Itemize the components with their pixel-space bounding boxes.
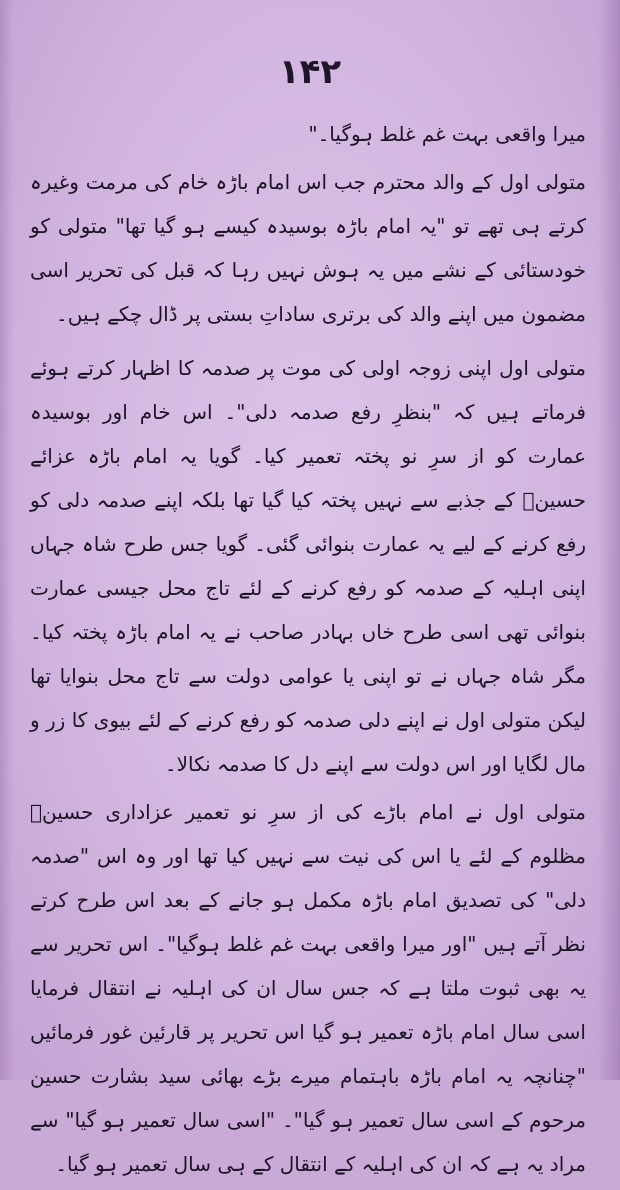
paragraph-wife-grief: متولی اول اپنی زوجہ اولی کی موت پر صدمہ کا اظہار کرتے ہوئے فرماتے ہیں کہ "بنظرِ رفع صدمہ دلی"۔ اس خام اور بوسیدہ عمارت کو از سرِ نو پختہ تعمیر کیا۔ گویا یہ امام باڑہ عزائے حسینؑ کے جذبے سے نہیں پختہ کیا گیا تھا بلکہ اپنے صدمہ دلی کو رفع کرنے کے لیے یہ عمارت بنوائی گئی۔ گویا جس طرح شاہ جہاں اپنی اہلیہ کے صدمہ کو رفع کرنے کے لئے تاج محل جیسی عمارت بنوائی تھی اسی طرح خاں بہادر صاحب نے یہ امام باڑہ پختہ کیا۔ مگر شاہ جہاں نے تو اپنی یا عوامی دولت سے تاج محل بنوایا تھا لیکن متولی اول نے اپنے دلی صدمہ کو رفع کرنے کے لئے بیوی کا زر و مال لگایا اور اس دولت سے اپنے دل کا صدمہ نکالا۔ [30,356,586,776]
page-shadow-right [598,0,620,1080]
paragraph-father-repairs: متولی اول کے والد محترم جب اس امام باڑہ خام کی مرمت وغیرہ کرتے ہی تھے تو "یہ امام باڑہ بوسیدہ کیسے ہو گیا تھا" متولی کو خودستائی کے نشے میں یہ ہوش نہیں رہا کہ قبل کی تحریر اسی مضمون میں اپنے والد کی برتری ساداتِ بستی پر ڈال چکے ہیں۔ [30,170,586,326]
paragraph-quote-ending: میرا واقعی بہت غم غلط ہوگیا۔" [308,122,586,146]
body-text [30,112,586,1190]
page-number: ۱۴۲ [278,52,342,92]
paragraph-construction-year: متولی اول نے امام باڑے کی از سرِ نو تعمیر عزاداری حسینؑ مظلوم کے لئے یا اس کی نیت سے نہیں کیا تھا اور وہ اس "صدمہ دلی" کی تصدیق امام باڑہ مکمل ہو جانے کے بعد اس طرح کرتے نظر آتے ہیں "اور میرا واقعی بہت غم غلط ہوگیا"۔ اس تحریر سے یہ بھی ثبوت ملتا ہے کہ جس سال ان کی اہلیہ نے انتقال فرمایا اسی سال امام باڑہ تعمیر ہو گیا اس تحریر پر قارئین غور فرمائیں "چنانچہ یہ امام باڑہ باہتمام میرے بڑے بھائی سید بشارت حسین مرحوم کے اسی سال تعمیر ہو گیا"۔ "اسی سال تعمیر ہو گیا" سے مراد یہ ہے کہ ان کی اہلیہ کے انتقال کے ہی سال تعمیر ہو گیا۔ [30,800,586,1176]
page-shadow-left [0,0,14,1080]
